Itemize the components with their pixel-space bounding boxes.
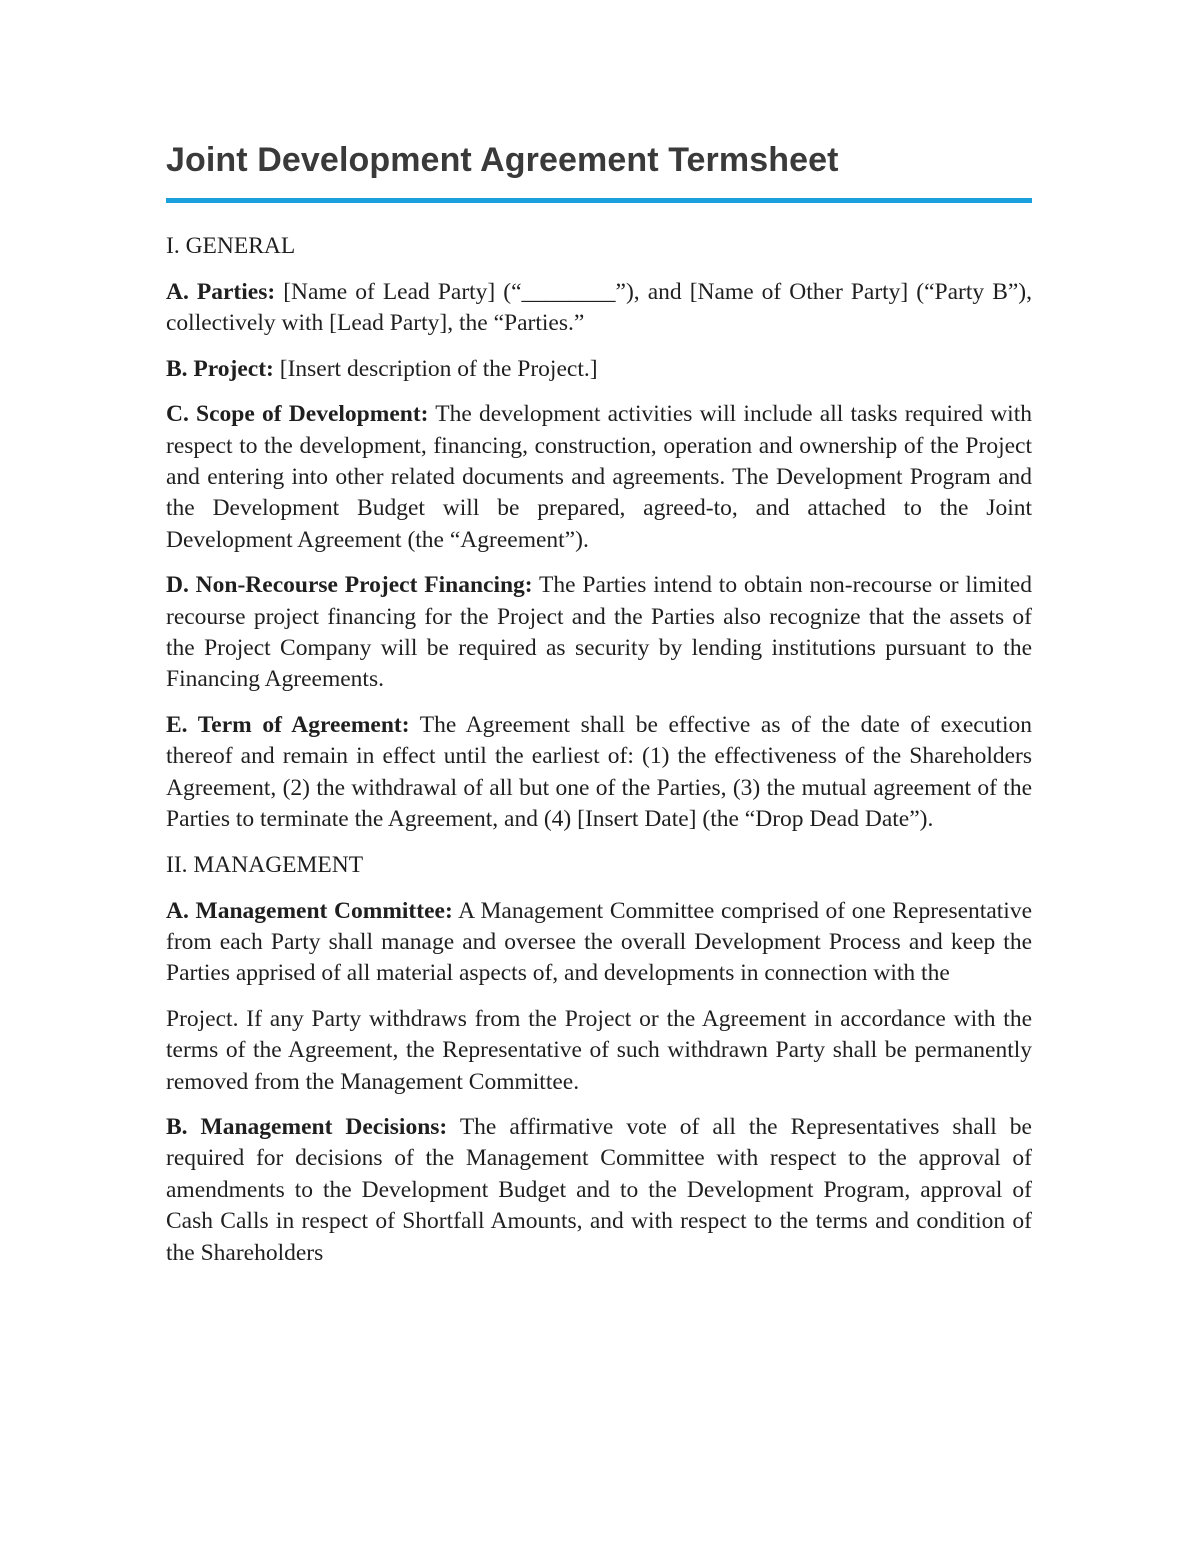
title-underline: [166, 198, 1032, 203]
clause-term: A. Parties:: [166, 279, 276, 305]
clause-non-recourse-financing: [166, 570, 1032, 696]
clause-term: D. Non-Recourse Project Financing:: [166, 572, 533, 599]
clause-management-committee-continued: [166, 1004, 1032, 1098]
clause-management-decisions: [166, 1112, 1032, 1269]
clause-term-of-agreement: [166, 710, 1032, 836]
document-page: [166, 138, 1032, 1283]
section-general: [166, 231, 1032, 836]
section-management: [166, 850, 1032, 1269]
clause-term: E. Term of Agreement:: [166, 711, 410, 738]
section-heading: II. MANAGEMENT: [166, 851, 364, 878]
clause-term: A. Management Committee:: [166, 897, 453, 924]
clause-text: [Name of Lead Party] (“________”), and [Name of Other Party] (“Party B”), collectively with [Lead Party], the “Parties.”: [166, 279, 1033, 337]
clause-scope-of-development: [166, 399, 1032, 556]
clause-text: Project. If any Party withdraws from the Project or the Agreement in accordance with the terms of the Agreement, the Representative of such withdrawn Party shall be permanently removed from the Management Committee.: [166, 1005, 1032, 1095]
clause-term: B. Project:: [166, 355, 274, 382]
clause-text: [Insert description of the Project.]: [273, 355, 598, 382]
clause-term: C. Scope of Development:: [166, 401, 429, 428]
clause-parties: [166, 277, 1032, 340]
clause-text: The development activities will include all tasks required with respect to the development, financing, construction, operation and ownership of the Project and entering into other related documents and agreements. The Development Program and the Development Budget will be prepared, agreed-to, and attached to the Joint Development Agreement (the “Agreement”).: [166, 401, 1032, 553]
clause-text: The Parties intend to obtain non-recourse or limited recourse project financing for the Project and the Parties also recognize that the assets of the Project Company will be required as security by lending institutions pursuant to the Financing Agreements.: [166, 572, 1032, 693]
document-title: Joint Development Agreement Termsheet: [166, 141, 839, 179]
clause-management-committee: [166, 896, 1032, 990]
clause-term: B. Management Decisions:: [166, 1113, 448, 1140]
clause-text: The Agreement shall be effective as of the date of execution thereof and remain in effect until the earliest of: (1) the effectiveness of the Shareholders Agreement, (2) the withdrawal of all but one of the Parties, (3) the mutual agreement of the Parties to terminate the Agreement, and (4) [Insert Date] (the “Drop Dead Date”).: [166, 711, 1032, 833]
clause-text: The affirmative vote of all the Representatives shall be required for decisions of the Management Committee with respect to the approval of amendments to the Development Budget and to the Development Program, approval of Cash Calls in respect of Shortfall Amounts, and with respect to the terms and condition of the Shareholders: [166, 1113, 1032, 1266]
clause-project: [166, 354, 1032, 385]
section-heading: I. GENERAL: [166, 233, 296, 259]
clause-text: A Management Committee comprised of one Representative from each Party shall manage and oversee the overall Development Process and keep the Parties apprised of all material aspects of, and developments in connection with the: [166, 897, 1032, 987]
